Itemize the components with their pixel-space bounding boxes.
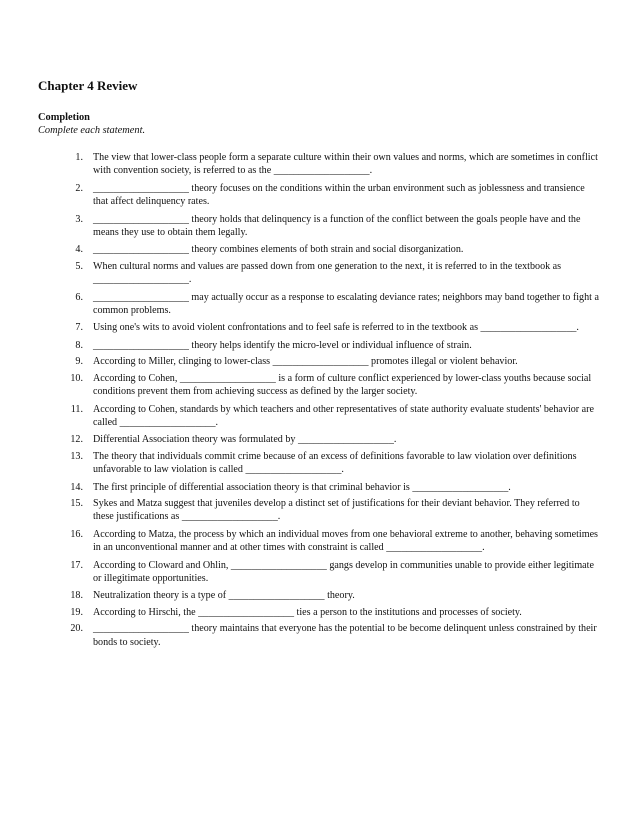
- question-item: [0, 622, 638, 649]
- question-text: According to Cohen, ___________________ is a form of culture conflict experienced by lower-class youths because social conditions prevent them from achieving success as defined by the larger society.: [93, 372, 592, 398]
- question-number: 7.: [75, 322, 83, 334]
- question-number: 15.: [70, 497, 83, 509]
- question-text: Differential Association theory was formulated by ___________________.: [93, 434, 397, 446]
- question-number: 3.: [75, 213, 83, 225]
- question-text: According to Hirschi, the ___________________ ties a person to the institutions and processes of society.: [93, 606, 522, 618]
- question-number: 8.: [75, 339, 83, 351]
- question-item: [0, 260, 638, 287]
- question-item: [0, 528, 638, 555]
- question-text: ___________________ theory helps identify the micro-level or individual influence of strain.: [93, 339, 472, 351]
- question-item: [0, 321, 638, 334]
- question-text: According to Cloward and Ohlin, ___________________ gangs develop in communities unable to provide either legitimate or illegitimate opportunities.: [93, 559, 594, 584]
- question-item: [0, 497, 638, 524]
- question-text: The theory that individuals commit crime because of an excess of definitions favorable to law violation over definitions unfavorable to law violation is called ___________________.: [93, 450, 577, 476]
- question-number: 1.: [75, 152, 83, 163]
- question-item: [0, 589, 638, 602]
- question-item: [0, 291, 638, 318]
- question-item: [0, 606, 638, 619]
- chapter-title: Chapter 4 Review: [38, 78, 138, 93]
- question-number: 20.: [70, 623, 83, 635]
- question-item: [0, 403, 638, 430]
- section-title: Completion: [38, 112, 90, 123]
- question-number: 17.: [70, 559, 83, 571]
- question-item: [0, 481, 638, 494]
- question-text: When cultural norms and values are passed down from one generation to the next, it is referred to in the textbook as ___________________.: [93, 260, 562, 286]
- question-number: 13.: [70, 450, 83, 462]
- question-item: [0, 182, 638, 209]
- question-text: ___________________ theory maintains that everyone has the potential to be become delinquent unless constrained by their bonds to society.: [93, 623, 597, 648]
- question-item: [0, 559, 638, 586]
- question-text: ___________________ theory combines elements of both strain and social disorganization.: [93, 244, 464, 256]
- question-item: [0, 355, 638, 368]
- question-text: According to Cohen, standards by which teachers and other representatives of state authority evaluate students' behavior are called ___________________.: [93, 403, 595, 428]
- question-item: [0, 433, 638, 446]
- question-number: 14.: [70, 481, 83, 493]
- question-item: [0, 450, 638, 477]
- question-number: 11.: [70, 403, 83, 415]
- question-text: ___________________ theory focuses on the conditions within the urban environment such as joblessness and transience that affect delinquency rates.: [93, 182, 585, 208]
- section-instructions: Complete each statement.: [38, 125, 146, 136]
- question-number: 19.: [70, 606, 83, 618]
- question-text: The view that lower-class people form a separate culture within their own values and norms, which are sometimes in conflict with convention society, is referred to as the ___________________.: [93, 152, 598, 177]
- question-text: The first principle of differential association theory is that criminal behavior is ___________________.: [93, 481, 511, 493]
- question-item: [0, 339, 638, 352]
- question-text: Using one's wits to avoid violent confrontations and to feel safe is referred to in the textbook as ___________________.: [93, 322, 579, 334]
- question-number: 18.: [70, 590, 83, 602]
- question-number: 10.: [70, 372, 83, 384]
- question-number: 12.: [70, 434, 83, 446]
- question-text: ___________________ may actually occur as a response to escalating deviance rates; neighbors may band together to fight a common problems.: [93, 291, 599, 317]
- question-item: [0, 151, 638, 178]
- question-item: [0, 213, 638, 240]
- question-item: [0, 372, 638, 399]
- question-text: According to Miller, clinging to lower-class ___________________ promotes illegal or violent behavior.: [93, 356, 518, 368]
- question-text: According to Matza, the process by which an individual moves from one behavioral extreme to another, behaving sometimes in an unconventional manner and at other times with constraint is called ___________________.: [93, 528, 598, 554]
- question-text: Neutralization theory is a type of ___________________ theory.: [93, 590, 355, 602]
- question-item: [0, 243, 638, 256]
- question-list: [0, 151, 638, 653]
- question-number: 2.: [75, 182, 83, 194]
- question-number: 6.: [75, 291, 83, 303]
- question-number: 16.: [70, 528, 83, 540]
- question-number: 5.: [75, 260, 83, 272]
- question-number: 4.: [75, 244, 83, 256]
- question-number: 9.: [75, 356, 83, 368]
- question-text: ___________________ theory holds that delinquency is a function of the conflict between the goals people have and the means they use to obtain them legally.: [93, 213, 581, 239]
- question-text: Sykes and Matza suggest that juveniles develop a distinct set of justifications for their deviant behavior. They referred to these justifications as ___________________.: [93, 497, 580, 523]
